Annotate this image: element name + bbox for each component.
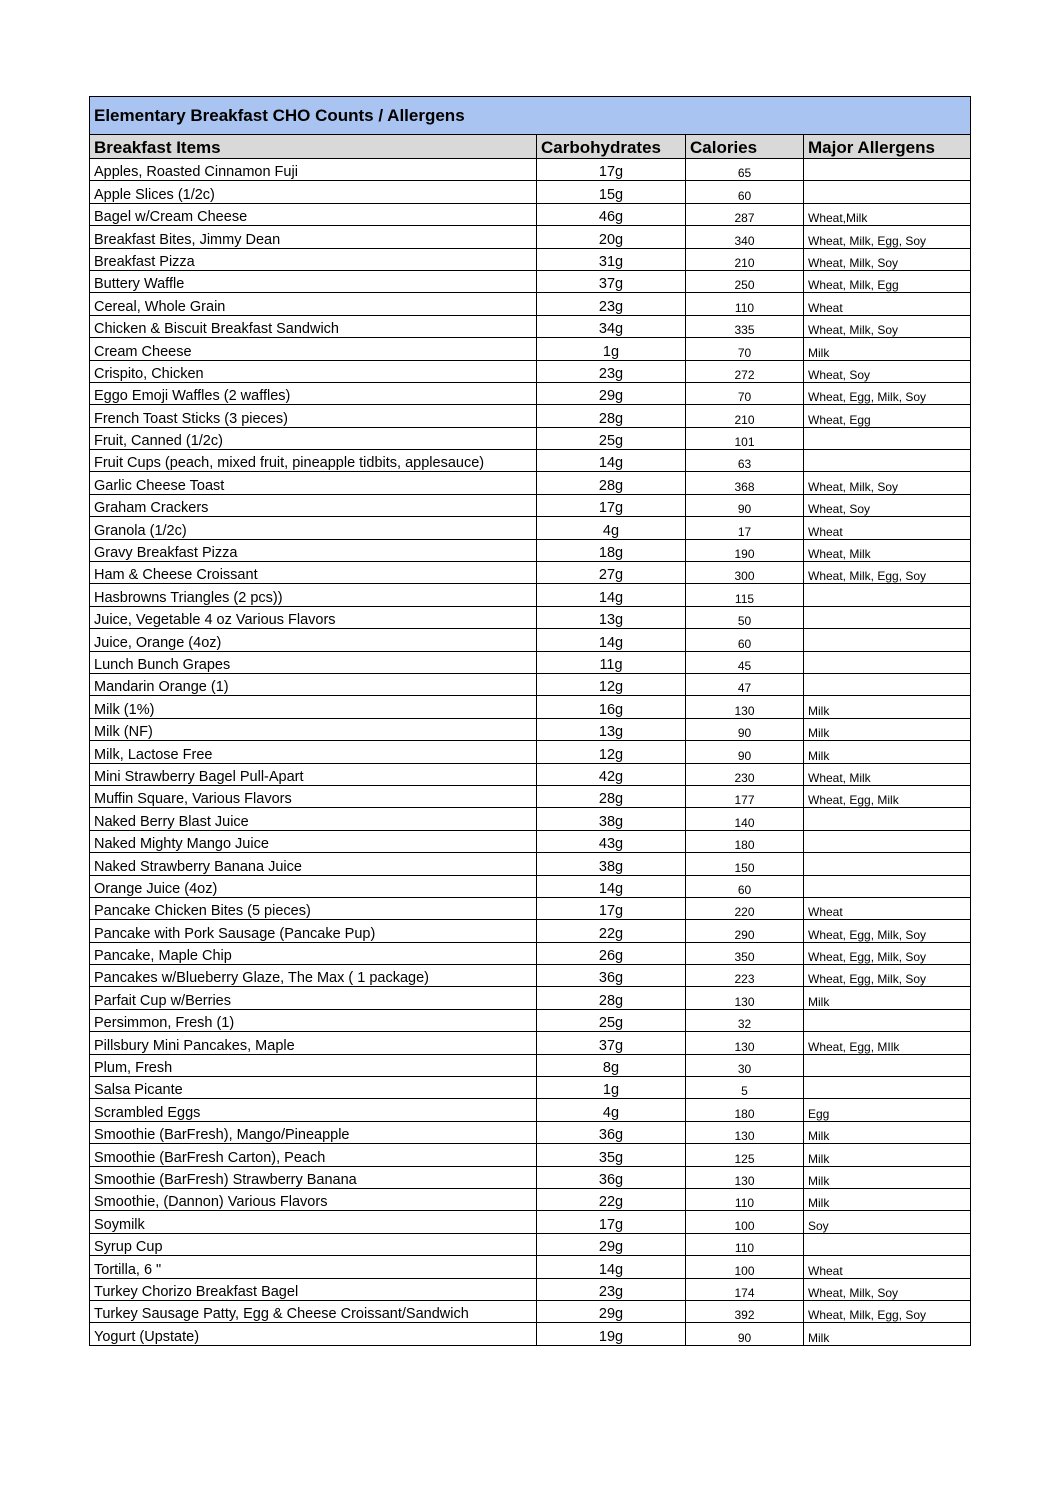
allergens-cell — [804, 181, 971, 203]
item-cell: Orange Juice (4oz) — [90, 875, 537, 897]
allergens-cell — [804, 427, 971, 449]
carbohydrates-cell: 42g — [537, 763, 686, 785]
calories-cell: 50 — [686, 606, 804, 628]
allergens-cell: Wheat, Soy — [804, 360, 971, 382]
allergens-cell: Wheat, Egg, Milk, Soy — [804, 920, 971, 942]
calories-cell: 300 — [686, 562, 804, 584]
calories-cell: 368 — [686, 472, 804, 494]
item-cell: Juice, Orange (4oz) — [90, 629, 537, 651]
calories-cell: 287 — [686, 203, 804, 225]
column-header-allergens: Major Allergens — [804, 135, 971, 159]
table-row — [90, 562, 971, 584]
table-row — [90, 1099, 971, 1121]
calories-cell: 140 — [686, 808, 804, 830]
carbohydrates-cell: 4g — [537, 1099, 686, 1121]
item-cell: Milk (NF) — [90, 718, 537, 740]
item-cell: Smoothie (BarFresh) Strawberry Banana — [90, 1166, 537, 1188]
table-row — [90, 248, 971, 270]
item-cell: Smoothie (BarFresh Carton), Peach — [90, 1144, 537, 1166]
table-row — [90, 1323, 971, 1345]
allergens-cell: Wheat, Milk, Egg, Soy — [804, 1300, 971, 1322]
carbohydrates-cell: 35g — [537, 1144, 686, 1166]
carbohydrates-cell: 12g — [537, 741, 686, 763]
allergens-cell: Milk — [804, 338, 971, 360]
calories-cell: 130 — [686, 1032, 804, 1054]
item-cell: Hasbrowns Triangles (2 pcs)) — [90, 584, 537, 606]
item-cell: Eggo Emoji Waffles (2 waffles) — [90, 382, 537, 404]
table-row — [90, 808, 971, 830]
table-row — [90, 1211, 971, 1233]
carbohydrates-cell: 28g — [537, 987, 686, 1009]
calories-cell: 65 — [686, 159, 804, 181]
item-cell: Breakfast Bites, Jimmy Dean — [90, 226, 537, 248]
carbohydrates-cell: 36g — [537, 965, 686, 987]
table-body — [90, 159, 971, 1346]
item-cell: Naked Mighty Mango Juice — [90, 830, 537, 852]
carbohydrates-cell: 14g — [537, 629, 686, 651]
allergens-cell: Milk — [804, 1121, 971, 1143]
allergens-cell: Wheat,Milk — [804, 203, 971, 225]
table-row — [90, 427, 971, 449]
allergens-cell — [804, 606, 971, 628]
table-row — [90, 1233, 971, 1255]
item-cell: Soymilk — [90, 1211, 537, 1233]
calories-cell: 290 — [686, 920, 804, 942]
carbohydrates-cell: 37g — [537, 1032, 686, 1054]
allergens-cell: Wheat, Milk, Egg, Soy — [804, 562, 971, 584]
table-row — [90, 875, 971, 897]
item-cell: Fruit Cups (peach, mixed fruit, pineapple tidbits, applesauce) — [90, 450, 537, 472]
item-cell: Milk, Lactose Free — [90, 741, 537, 763]
item-cell: Scrambled Eggs — [90, 1099, 537, 1121]
table-row — [90, 293, 971, 315]
table-row — [90, 629, 971, 651]
allergens-cell: Wheat — [804, 517, 971, 539]
calories-cell: 110 — [686, 1233, 804, 1255]
item-cell: Turkey Chorizo Breakfast Bagel — [90, 1278, 537, 1300]
calories-cell: 125 — [686, 1144, 804, 1166]
allergens-cell: Wheat, Egg, MIlk — [804, 1032, 971, 1054]
item-cell: Plum, Fresh — [90, 1054, 537, 1076]
allergens-cell — [804, 808, 971, 830]
table-row — [90, 539, 971, 561]
allergens-cell: Wheat, Milk, Soy — [804, 315, 971, 337]
table-row — [90, 651, 971, 673]
item-cell: Persimmon, Fresh (1) — [90, 1009, 537, 1031]
item-cell: Crispito, Chicken — [90, 360, 537, 382]
item-cell: Buttery Waffle — [90, 270, 537, 292]
item-cell: Smoothie, (Dannon) Various Flavors — [90, 1188, 537, 1210]
title-row — [90, 97, 971, 135]
carbohydrates-cell: 14g — [537, 450, 686, 472]
table-row — [90, 360, 971, 382]
allergens-cell — [804, 584, 971, 606]
table-row — [90, 203, 971, 225]
item-cell: Pancakes w/Blueberry Glaze, The Max ( 1 package) — [90, 965, 537, 987]
carbohydrates-cell: 34g — [537, 315, 686, 337]
calories-cell: 392 — [686, 1300, 804, 1322]
calories-cell: 220 — [686, 897, 804, 919]
allergens-cell — [804, 1233, 971, 1255]
allergens-cell: Milk — [804, 741, 971, 763]
calories-cell: 180 — [686, 1099, 804, 1121]
calories-cell: 63 — [686, 450, 804, 472]
table-row — [90, 405, 971, 427]
table-row — [90, 1009, 971, 1031]
carbohydrates-cell: 15g — [537, 181, 686, 203]
table-row — [90, 270, 971, 292]
calories-cell: 110 — [686, 1188, 804, 1210]
item-cell: Chicken & Biscuit Breakfast Sandwich — [90, 315, 537, 337]
allergens-cell — [804, 1054, 971, 1076]
allergens-cell — [804, 830, 971, 852]
table-row — [90, 517, 971, 539]
calories-cell: 32 — [686, 1009, 804, 1031]
item-cell: Ham & Cheese Croissant — [90, 562, 537, 584]
allergens-cell: Wheat, Egg, Milk, Soy — [804, 942, 971, 964]
carbohydrates-cell: 28g — [537, 785, 686, 807]
allergens-cell: Milk — [804, 1144, 971, 1166]
table-row — [90, 1054, 971, 1076]
item-cell: Muffin Square, Various Flavors — [90, 785, 537, 807]
item-cell: Apples, Roasted Cinnamon Fuji — [90, 159, 537, 181]
table-row — [90, 1121, 971, 1143]
carbohydrates-cell: 38g — [537, 808, 686, 830]
allergens-cell: Wheat, Soy — [804, 494, 971, 516]
item-cell: Naked Strawberry Banana Juice — [90, 853, 537, 875]
allergens-cell: Milk — [804, 696, 971, 718]
calories-cell: 210 — [686, 248, 804, 270]
carbohydrates-cell: 13g — [537, 606, 686, 628]
calories-cell: 340 — [686, 226, 804, 248]
calories-cell: 45 — [686, 651, 804, 673]
item-cell: Juice, Vegetable 4 oz Various Flavors — [90, 606, 537, 628]
carbohydrates-cell: 22g — [537, 1188, 686, 1210]
allergens-cell — [804, 853, 971, 875]
item-cell: Garlic Cheese Toast — [90, 472, 537, 494]
column-header-items: Breakfast Items — [90, 135, 537, 159]
item-cell: Bagel w/Cream Cheese — [90, 203, 537, 225]
carbohydrates-cell: 14g — [537, 875, 686, 897]
carbohydrates-cell: 38g — [537, 853, 686, 875]
table-row — [90, 1256, 971, 1278]
calories-cell: 100 — [686, 1211, 804, 1233]
calories-cell: 90 — [686, 1323, 804, 1345]
table-row — [90, 606, 971, 628]
carbohydrates-cell: 28g — [537, 405, 686, 427]
carbohydrates-cell: 27g — [537, 562, 686, 584]
table-row — [90, 830, 971, 852]
carbohydrates-cell: 23g — [537, 360, 686, 382]
item-cell: Parfait Cup w/Berries — [90, 987, 537, 1009]
calories-cell: 177 — [686, 785, 804, 807]
carbohydrates-cell: 16g — [537, 696, 686, 718]
item-cell: Cereal, Whole Grain — [90, 293, 537, 315]
item-cell: Mandarin Orange (1) — [90, 673, 537, 695]
table-row — [90, 987, 971, 1009]
carbohydrates-cell: 28g — [537, 472, 686, 494]
calories-cell: 70 — [686, 338, 804, 360]
allergens-cell: Wheat, Milk, Soy — [804, 1278, 971, 1300]
calories-cell: 17 — [686, 517, 804, 539]
item-cell: Milk (1%) — [90, 696, 537, 718]
table-row — [90, 159, 971, 181]
item-cell: Pancake Chicken Bites (5 pieces) — [90, 897, 537, 919]
calories-cell: 190 — [686, 539, 804, 561]
carbohydrates-cell: 46g — [537, 203, 686, 225]
allergens-cell: Wheat, Egg, Milk — [804, 785, 971, 807]
carbohydrates-cell: 22g — [537, 920, 686, 942]
table-row — [90, 1278, 971, 1300]
allergens-cell: Wheat, Milk — [804, 539, 971, 561]
table-row — [90, 1166, 971, 1188]
carbohydrates-cell: 17g — [537, 159, 686, 181]
allergens-cell: Wheat, Milk, Egg — [804, 270, 971, 292]
allergens-cell — [804, 159, 971, 181]
allergens-cell: Wheat — [804, 1256, 971, 1278]
item-cell: Breakfast Pizza — [90, 248, 537, 270]
carbohydrates-cell: 23g — [537, 1278, 686, 1300]
carbohydrates-cell: 19g — [537, 1323, 686, 1345]
calories-cell: 130 — [686, 696, 804, 718]
carbohydrates-cell: 29g — [537, 1300, 686, 1322]
calories-cell: 47 — [686, 673, 804, 695]
table-row — [90, 450, 971, 472]
column-header-calories: Calories — [686, 135, 804, 159]
allergens-cell — [804, 450, 971, 472]
table-row — [90, 696, 971, 718]
table-row — [90, 315, 971, 337]
calories-cell: 70 — [686, 382, 804, 404]
carbohydrates-cell: 1g — [537, 338, 686, 360]
item-cell: Salsa Picante — [90, 1077, 537, 1099]
carbohydrates-cell: 31g — [537, 248, 686, 270]
item-cell: Gravy Breakfast Pizza — [90, 539, 537, 561]
calories-cell: 60 — [686, 875, 804, 897]
table-row — [90, 741, 971, 763]
calories-cell: 350 — [686, 942, 804, 964]
item-cell: Tortilla, 6 " — [90, 1256, 537, 1278]
calories-cell: 101 — [686, 427, 804, 449]
item-cell: Syrup Cup — [90, 1233, 537, 1255]
table-title: Elementary Breakfast CHO Counts / Allergens — [90, 97, 971, 135]
table-row — [90, 920, 971, 942]
item-cell: Fruit, Canned (1/2c) — [90, 427, 537, 449]
item-cell: Granola (1/2c) — [90, 517, 537, 539]
allergens-cell — [804, 875, 971, 897]
carbohydrates-cell: 14g — [537, 584, 686, 606]
allergens-cell: Wheat — [804, 293, 971, 315]
calories-cell: 335 — [686, 315, 804, 337]
calories-cell: 90 — [686, 494, 804, 516]
carbohydrates-cell: 37g — [537, 270, 686, 292]
table-row — [90, 181, 971, 203]
allergens-cell: Wheat, Egg, Milk, Soy — [804, 965, 971, 987]
allergens-cell: Wheat, Milk, Soy — [804, 248, 971, 270]
calories-cell: 180 — [686, 830, 804, 852]
column-header-carbohydrates: Carbohydrates — [537, 135, 686, 159]
calories-cell: 272 — [686, 360, 804, 382]
allergens-cell: Milk — [804, 1323, 971, 1345]
carbohydrates-cell: 43g — [537, 830, 686, 852]
table-row — [90, 853, 971, 875]
allergens-cell: Milk — [804, 718, 971, 740]
item-cell: Lunch Bunch Grapes — [90, 651, 537, 673]
table-row — [90, 382, 971, 404]
carbohydrates-cell: 36g — [537, 1166, 686, 1188]
allergens-cell — [804, 673, 971, 695]
calories-cell: 230 — [686, 763, 804, 785]
carbohydrates-cell: 14g — [537, 1256, 686, 1278]
item-cell: Cream Cheese — [90, 338, 537, 360]
allergens-cell — [804, 629, 971, 651]
calories-cell: 100 — [686, 1256, 804, 1278]
allergens-cell: Milk — [804, 987, 971, 1009]
table-row — [90, 584, 971, 606]
calories-cell: 90 — [686, 718, 804, 740]
header-row — [90, 135, 971, 159]
carbohydrates-cell: 17g — [537, 1211, 686, 1233]
table-row — [90, 763, 971, 785]
carbohydrates-cell: 23g — [537, 293, 686, 315]
table-row — [90, 1188, 971, 1210]
item-cell: Turkey Sausage Patty, Egg & Cheese Croissant/Sandwich — [90, 1300, 537, 1322]
table-row — [90, 226, 971, 248]
carbohydrates-cell: 18g — [537, 539, 686, 561]
calories-cell: 223 — [686, 965, 804, 987]
carbohydrates-cell: 20g — [537, 226, 686, 248]
table-row — [90, 897, 971, 919]
table-row — [90, 494, 971, 516]
item-cell: French Toast Sticks (3 pieces) — [90, 405, 537, 427]
carbohydrates-cell: 8g — [537, 1054, 686, 1076]
carbohydrates-cell: 25g — [537, 1009, 686, 1031]
carbohydrates-cell: 4g — [537, 517, 686, 539]
carbohydrates-cell: 12g — [537, 673, 686, 695]
table-row — [90, 1077, 971, 1099]
item-cell: Pancake with Pork Sausage (Pancake Pup) — [90, 920, 537, 942]
calories-cell: 110 — [686, 293, 804, 315]
table-row — [90, 965, 971, 987]
carbohydrates-cell: 17g — [537, 494, 686, 516]
calories-cell: 174 — [686, 1278, 804, 1300]
allergens-cell — [804, 1009, 971, 1031]
calories-cell: 115 — [686, 584, 804, 606]
table-row — [90, 1032, 971, 1054]
allergens-cell — [804, 1077, 971, 1099]
calories-cell: 60 — [686, 629, 804, 651]
calories-cell: 210 — [686, 405, 804, 427]
calories-cell: 90 — [686, 741, 804, 763]
item-cell: Naked Berry Blast Juice — [90, 808, 537, 830]
carbohydrates-cell: 29g — [537, 382, 686, 404]
allergens-cell — [804, 651, 971, 673]
carbohydrates-cell: 1g — [537, 1077, 686, 1099]
calories-cell: 60 — [686, 181, 804, 203]
table-row — [90, 785, 971, 807]
table-row — [90, 1300, 971, 1322]
item-cell: Mini Strawberry Bagel Pull-Apart — [90, 763, 537, 785]
item-cell: Pancake, Maple Chip — [90, 942, 537, 964]
carbohydrates-cell: 17g — [537, 897, 686, 919]
item-cell: Graham Crackers — [90, 494, 537, 516]
item-cell: Apple Slices (1/2c) — [90, 181, 537, 203]
carbohydrates-cell: 36g — [537, 1121, 686, 1143]
allergens-cell: Milk — [804, 1166, 971, 1188]
table-row — [90, 942, 971, 964]
carbohydrates-cell: 11g — [537, 651, 686, 673]
calories-cell: 250 — [686, 270, 804, 292]
allergens-cell: Wheat, Milk — [804, 763, 971, 785]
allergens-cell: Milk — [804, 1188, 971, 1210]
calories-cell: 130 — [686, 987, 804, 1009]
allergens-cell: Wheat, Milk, Egg, Soy — [804, 226, 971, 248]
allergens-cell: Wheat, Egg — [804, 405, 971, 427]
table-row — [90, 338, 971, 360]
allergens-cell: Soy — [804, 1211, 971, 1233]
breakfast-cho-table — [89, 96, 971, 1346]
table-row — [90, 673, 971, 695]
calories-cell: 5 — [686, 1077, 804, 1099]
carbohydrates-cell: 26g — [537, 942, 686, 964]
carbohydrates-cell: 25g — [537, 427, 686, 449]
table-row — [90, 718, 971, 740]
calories-cell: 130 — [686, 1121, 804, 1143]
item-cell: Yogurt (Upstate) — [90, 1323, 537, 1345]
calories-cell: 150 — [686, 853, 804, 875]
calories-cell: 130 — [686, 1166, 804, 1188]
table-row — [90, 1144, 971, 1166]
allergens-cell: Wheat, Milk, Soy — [804, 472, 971, 494]
item-cell: Pillsbury Mini Pancakes, Maple — [90, 1032, 537, 1054]
carbohydrates-cell: 13g — [537, 718, 686, 740]
allergens-cell: Wheat, Egg, Milk, Soy — [804, 382, 971, 404]
table-row — [90, 472, 971, 494]
calories-cell: 30 — [686, 1054, 804, 1076]
allergens-cell: Wheat — [804, 897, 971, 919]
allergens-cell: Egg — [804, 1099, 971, 1121]
carbohydrates-cell: 29g — [537, 1233, 686, 1255]
item-cell: Smoothie (BarFresh), Mango/Pineapple — [90, 1121, 537, 1143]
